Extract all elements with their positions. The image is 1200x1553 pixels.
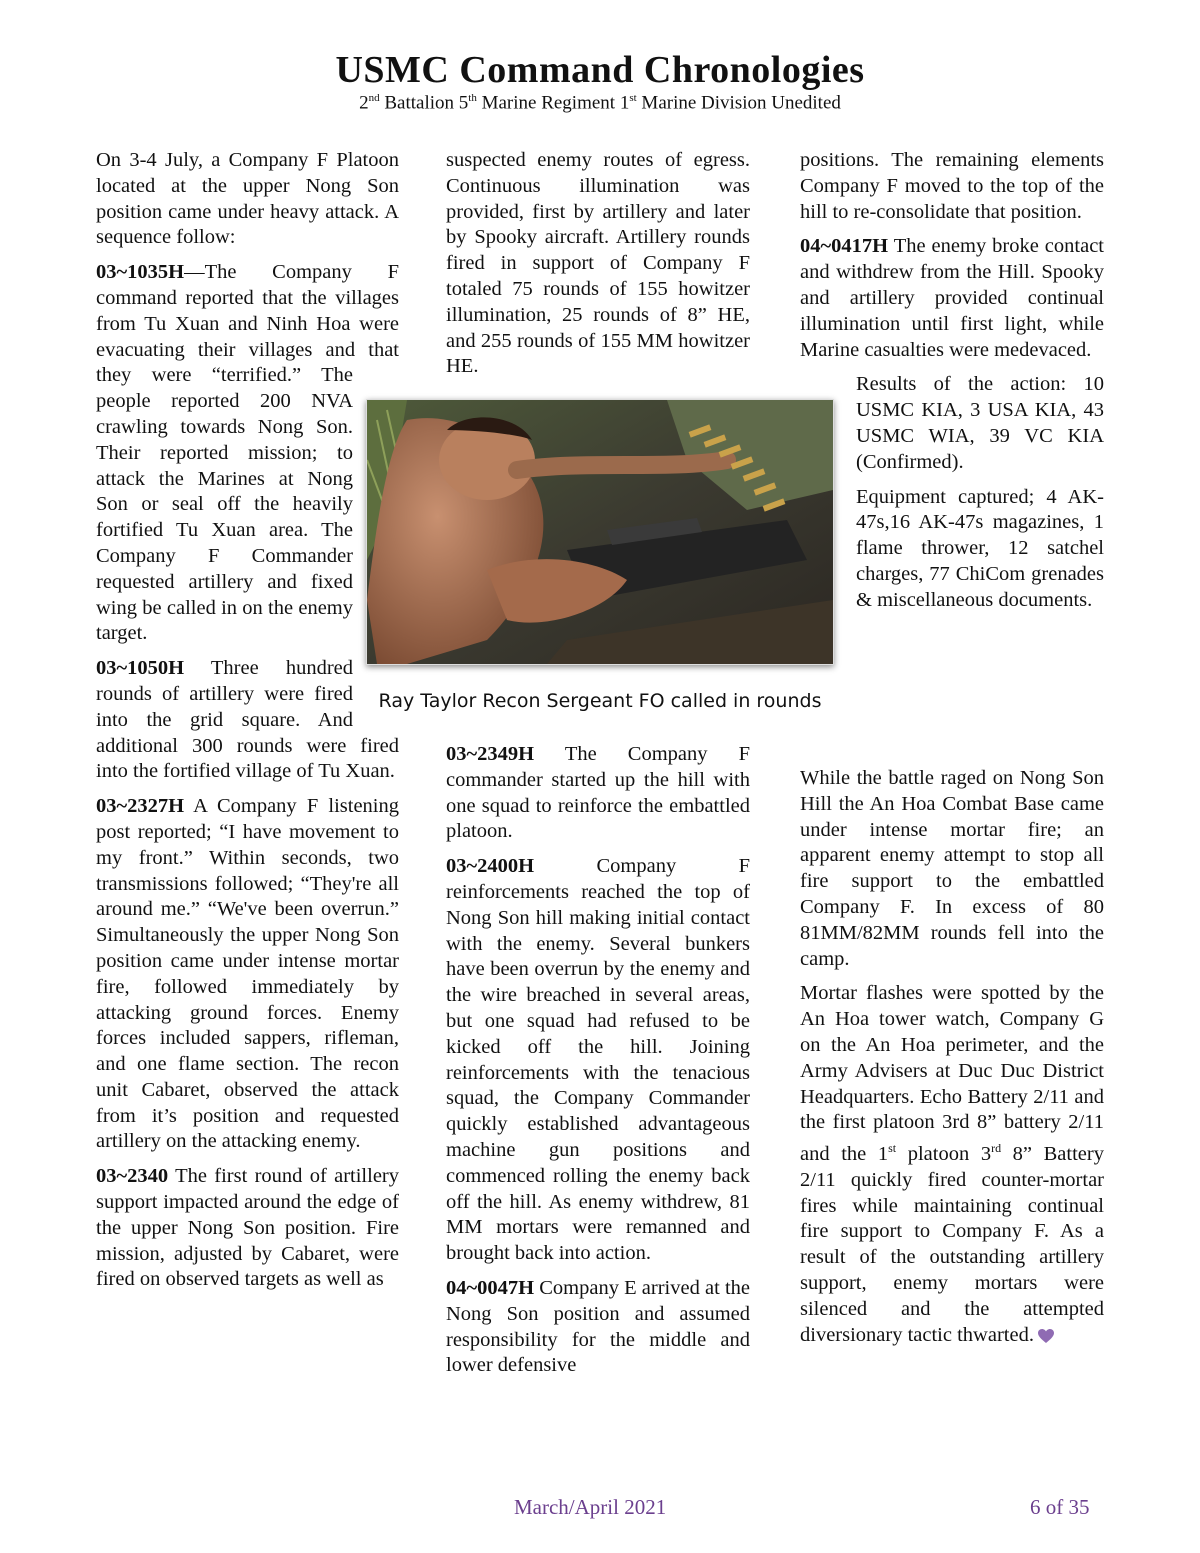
entry-032327: 03~2327H A Company F listening post reported; “I have movement to my front.” Within seconds, two transmissions followed; “They're all around me.” “We've been overrun.” Simultaneously the upper Nong Son position came under intense mortar fire, followed immediately by attacking ground forces. Enemy forces included sappers, rifleman, and one flame section. The recon unit Cabaret, observed the attack from it’s position and requested artillery on the attacking enemy. bbox=[96, 795, 399, 1153]
page-number: 6 of 35 bbox=[1030, 1495, 1090, 1519]
page-title: USMC Command Chronologies bbox=[335, 49, 865, 91]
entry-032349: 03~2349H The Company F commander started up the hill with one squad to reinforce the embattled platoon. bbox=[446, 743, 750, 843]
issue-date: March/April 2021 bbox=[514, 1495, 667, 1519]
paragraph-battle-raged: While the battle raged on Nong Son Hill the An Hoa Combat Base came under intense mortar fire; an apparent enemy attempt to stop all fire support to the embattled Company F. In excess of 80 81MM/82MM rounds fell into the camp. bbox=[800, 767, 1104, 970]
column-3 bbox=[800, 148, 1104, 1360]
entry-040417: 04~0417H The enemy broke contact and withdrew from the Hill. Spooky and artillery provided continual illumination until first light, while Marine casualties were medevaced. bbox=[800, 235, 1104, 361]
photo-caption: Ray Taylor Recon Sergeant FO called in rounds bbox=[378, 690, 822, 712]
column-1 bbox=[96, 148, 399, 1302]
paragraph-equipment: Equipment captured; 4 AK-47s,16 AK-47s magazines, 1 flame thrower, 12 satchel charges, 77 ChiCom grenades & miscellaneous documents. bbox=[856, 485, 1104, 611]
heart-icon bbox=[1038, 1326, 1054, 1352]
column-2-bottom bbox=[446, 742, 750, 1388]
entry-031050: 03~1050H Three hundred rounds of artillery were fired into the grid square. And additional 300 rounds were fired into the fortified village of Tu Xuan. bbox=[96, 657, 399, 783]
entry-032400: 03~2400H Company F reinforcements reached the top of Nong Son hill making initial contact with the enemy. Several bunkers have been overrun by the enemy and the wire breached in several areas, but one squad had refused to be kicked off the hill. Joining reinforcements with the tenacious squad, the Company Commander quickly established advantageous machine gun positions and commenced rolling the enemy back off the hill. As enemy withdrew, 81 MM mortars were remanned and brought back into action. bbox=[446, 855, 750, 1265]
entry-032340: 03~2340 The first round of artillery support impacted around the edge of the upper Nong Son position. Fire mission, adjusted by Cabaret, were fired on observed targets as well as bbox=[96, 1165, 399, 1291]
entry-031035: 03~1035H—The Company F command reported that the villages from Tu Xuan and Ninh Hoa were evacuating their villages and that they were “terrified.” The people reported 200 NVA crawling towards Nong Son. Their reported mission; to attack the Marines at Nong Son or seal off the heavily fortified Tu Xuan area. The Company F Commander requested artillery and fixed wing be called in on the enemy target. bbox=[96, 261, 399, 645]
page-subtitle: 2nd Battalion 5th Marine Regiment 1st Marine Division Unedited bbox=[359, 92, 841, 114]
paragraph-results: Results of the action: 10 USMC KIA, 3 USA KIA, 43 USMC WIA, 39 VC KIA (Confirmed). bbox=[856, 373, 1104, 473]
entry-040047: 04~0047H Company E arrived at the Nong Son position and assumed responsibility for the middle and lower defensive bbox=[446, 1276, 750, 1377]
column-2-top bbox=[446, 148, 750, 389]
paragraph-mortar-flashes: Mortar flashes were spotted by the An Hoa tower watch, Company G on the An Hoa perimeter, and the Army Advisers at Duc Duc District Headquarters. Echo Battery 2/11 and the first platoon 3rd 8” battery 2/11 and the 1st platoon 3rd 8” Battery 2/11 quickly fired counter-mortar fires while maintaining continual fire support to Company F. As a result of the outstanding artillery support, enemy mortars were silenced and the attempted diversionary tactic thwarted. bbox=[800, 981, 1104, 1351]
paragraph-positions: positions. The remaining elements Company F moved to the top of the hill to re-consolidate that position. bbox=[800, 149, 1104, 223]
photo-illustration bbox=[367, 400, 833, 664]
paragraph-intro: On 3-4 July, a Company F Platoon located at the upper Nong Son position came under heavy attack. A sequence follow: bbox=[96, 149, 399, 249]
paragraph-egress: suspected enemy routes of egress. Continuous illumination was provided, first by artillery and later by Spooky aircraft. Artillery rounds fired in support of Company F totaled 75 rounds of 155 howitzer illumination, 25 rounds of 8” HE, and 255 rounds of 155 MM howitzer HE. bbox=[446, 149, 750, 378]
marine-machine-gun-photo bbox=[366, 399, 834, 665]
